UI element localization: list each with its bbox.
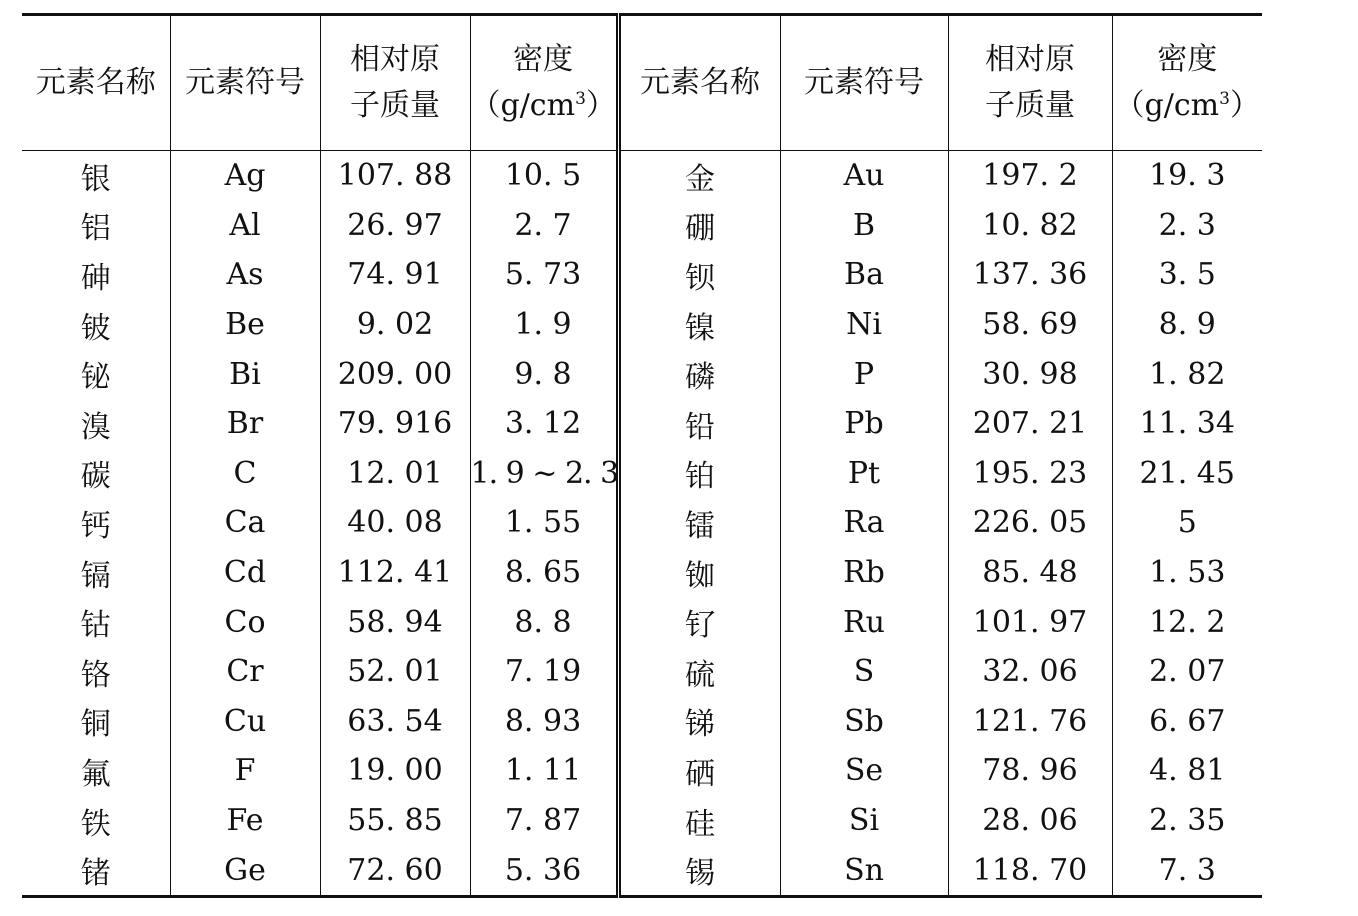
density-unit-open: （g/cm (470, 88, 576, 123)
cell-element-symbol: Bi (170, 349, 320, 399)
cell-atomic-mass-2: 58. 69 (948, 300, 1112, 350)
cell-density: 10. 5 (470, 151, 618, 201)
cell-element-symbol: Fe (170, 796, 320, 846)
table-row (22, 845, 1262, 896)
cell-element-symbol-2: Se (780, 746, 948, 796)
header-density (470, 15, 618, 151)
cell-element-symbol: Br (170, 399, 320, 449)
cell-atomic-mass-2: 195. 23 (948, 449, 1112, 499)
cell-atomic-mass: 63. 54 (320, 697, 470, 747)
cell-element-symbol: Be (170, 300, 320, 350)
cell-element-symbol-2: B (780, 201, 948, 251)
table-row (22, 647, 1262, 697)
cell-element-name-2: 硒 (618, 746, 780, 796)
header-density-2 (1112, 15, 1262, 151)
cell-atomic-mass: 74. 91 (320, 250, 470, 300)
cell-atomic-mass: 19. 00 (320, 746, 470, 796)
cell-atomic-mass: 9. 02 (320, 300, 470, 350)
cell-density-2: 2. 35 (1112, 796, 1262, 846)
cell-element-name-2: 锑 (618, 697, 780, 747)
cell-element-symbol: Ag (170, 151, 320, 201)
header-atomic-mass (320, 15, 470, 151)
table-row (22, 250, 1262, 300)
cell-element-name-2: 金 (618, 151, 780, 201)
cell-atomic-mass: 40. 08 (320, 498, 470, 548)
header-density-line1-2: 密度 (1157, 42, 1218, 77)
cell-atomic-mass: 112. 41 (320, 548, 470, 598)
cell-density: 3. 12 (470, 399, 618, 449)
table-row (22, 201, 1262, 251)
table-row (22, 597, 1262, 647)
cell-element-name: 铍 (80, 310, 111, 346)
cell-element-symbol-2: Sn (780, 845, 948, 896)
cell-atomic-mass-2: 118. 70 (948, 845, 1112, 896)
header-density-unit-2 (1113, 83, 1263, 129)
cell-atomic-mass-2: 85. 48 (948, 548, 1112, 598)
header-mass-line1-2: 相对原 (985, 42, 1075, 77)
cell-element-name-2: 铷 (618, 548, 780, 598)
cell-atomic-mass-2: 30. 98 (948, 349, 1112, 399)
cell-density-2: 19. 3 (1112, 151, 1262, 201)
cell-atomic-mass-2: 28. 06 (948, 796, 1112, 846)
cell-element-symbol: Cu (170, 697, 320, 747)
cell-element-name-2: 钌 (618, 597, 780, 647)
cell-element-symbol: As (170, 250, 320, 300)
density-unit-sup: 3 (575, 89, 586, 109)
table-row (22, 151, 1262, 201)
cell-element-name-2: 硼 (618, 201, 780, 251)
cell-density: 7. 19 (470, 647, 618, 697)
density-unit-open-2: （g/cm (1114, 88, 1220, 123)
cell-density: 1. 9 (470, 300, 618, 350)
cell-density: 5. 36 (470, 845, 618, 896)
cell-density-2: 6. 67 (1112, 697, 1262, 747)
cell-density: 1. 55 (470, 498, 618, 548)
density-unit-close-2: ） (1229, 88, 1260, 123)
cell-element-name: 砷 (80, 260, 111, 296)
cell-atomic-mass: 58. 94 (320, 597, 470, 647)
cell-element-name: 铜 (80, 707, 111, 743)
cell-element-name-2: 锡 (618, 845, 780, 896)
cell-atomic-mass: 12. 01 (320, 449, 470, 499)
cell-atomic-mass-2: 101. 97 (948, 597, 1112, 647)
cell-element-name: 溴 (80, 409, 111, 445)
cell-density: 8. 8 (470, 597, 618, 647)
cell-atomic-mass: 79. 916 (320, 399, 470, 449)
cell-density: 8. 93 (470, 697, 618, 747)
cell-element-symbol-2: P (780, 349, 948, 399)
cell-element-name: 铁 (80, 806, 111, 842)
cell-element-name-2: 铅 (618, 399, 780, 449)
cell-atomic-mass: 72. 60 (320, 845, 470, 896)
cell-element-symbol-2: Ni (780, 300, 948, 350)
header-mass-line1: 相对原 (350, 42, 440, 77)
cell-element-name: 铋 (80, 360, 111, 396)
header-density-unit (471, 83, 616, 129)
header-row (22, 15, 1262, 151)
cell-element-symbol-2: Au (780, 151, 948, 201)
cell-atomic-mass-2: 121. 76 (948, 697, 1112, 747)
header-mass-line2: 子质量 (350, 88, 440, 123)
cell-atomic-mass-2: 226. 05 (948, 498, 1112, 548)
cell-density: 1. 11 (470, 746, 618, 796)
cell-element-name-2: 铂 (618, 449, 780, 499)
cell-element-name: 氟 (80, 756, 111, 792)
cell-density: 2. 7 (470, 201, 618, 251)
cell-element-name: 碳 (80, 459, 111, 495)
cell-density: 8. 65 (470, 548, 618, 598)
density-unit-close: ） (585, 88, 616, 123)
cell-element-symbol-2: Ba (780, 250, 948, 300)
cell-density-2: 2. 07 (1112, 647, 1262, 697)
cell-element-symbol: Al (170, 201, 320, 251)
cell-element-name: 钴 (80, 608, 111, 644)
cell-element-symbol: Co (170, 597, 320, 647)
cell-atomic-mass: 26. 97 (320, 201, 470, 251)
table-row (22, 548, 1262, 598)
cell-atomic-mass: 52. 01 (320, 647, 470, 697)
cell-density-2: 4. 81 (1112, 746, 1262, 796)
cell-atomic-mass: 55. 85 (320, 796, 470, 846)
cell-atomic-mass-2: 32. 06 (948, 647, 1112, 697)
density-unit-sup-2: 3 (1219, 89, 1230, 109)
cell-element-name: 铬 (80, 657, 111, 693)
cell-element-symbol: Cr (170, 647, 320, 697)
cell-density-2: 11. 34 (1112, 399, 1262, 449)
cell-element-symbol-2: Si (780, 796, 948, 846)
element-table (22, 13, 1262, 898)
cell-element-name-2: 镭 (618, 498, 780, 548)
table-row (22, 399, 1262, 449)
cell-atomic-mass-2: 137. 36 (948, 250, 1112, 300)
header-mass-line2-2: 子质量 (985, 88, 1075, 123)
cell-element-name-2: 钡 (618, 250, 780, 300)
cell-element-symbol: Ca (170, 498, 320, 548)
table-row (22, 746, 1262, 796)
cell-atomic-mass: 107. 88 (320, 151, 470, 201)
table-body (22, 151, 1262, 897)
cell-atomic-mass-2: 197. 2 (948, 151, 1112, 201)
cell-atomic-mass-2: 207. 21 (948, 399, 1112, 449)
header-element-name: 元素名称 (22, 15, 170, 151)
cell-density: 5. 73 (470, 250, 618, 300)
header-element-symbol-2: 元素符号 (780, 15, 948, 151)
cell-density-2: 1. 82 (1112, 349, 1262, 399)
cell-element-symbol: Cd (170, 548, 320, 598)
cell-density-2: 7. 3 (1112, 845, 1262, 896)
cell-density: 1. 9 ~ 2. 3 (470, 449, 618, 499)
cell-element-symbol-2: Sb (780, 697, 948, 747)
cell-density: 9. 8 (470, 349, 618, 399)
cell-element-name: 银 (80, 161, 111, 197)
cell-element-symbol-2: Rb (780, 548, 948, 598)
header-element-name-2: 元素名称 (618, 15, 780, 151)
table-row (22, 449, 1262, 499)
header-atomic-mass-2 (948, 15, 1112, 151)
header-element-symbol: 元素符号 (170, 15, 320, 151)
cell-element-name-2: 镍 (618, 300, 780, 350)
cell-density-2: 5 (1112, 498, 1262, 548)
header-density-line1: 密度 (513, 42, 573, 77)
cell-atomic-mass: 209. 00 (320, 349, 470, 399)
cell-density-2: 21. 45 (1112, 449, 1262, 499)
cell-atomic-mass-2: 10. 82 (948, 201, 1112, 251)
cell-element-name: 锗 (22, 845, 170, 896)
cell-element-name-2: 硅 (618, 796, 780, 846)
cell-element-name: 镉 (80, 558, 111, 594)
cell-density-2: 1. 53 (1112, 548, 1262, 598)
table-row (22, 796, 1262, 846)
cell-element-name-2: 磷 (618, 349, 780, 399)
cell-density: 7. 87 (470, 796, 618, 846)
cell-element-symbol-2: Ra (780, 498, 948, 548)
cell-density-2: 2. 3 (1112, 201, 1262, 251)
cell-element-symbol-2: S (780, 647, 948, 697)
cell-element-name: 铝 (80, 211, 111, 247)
cell-element-symbol: C (170, 449, 320, 499)
table-row (22, 349, 1262, 399)
cell-element-name-2: 硫 (618, 647, 780, 697)
cell-element-symbol-2: Pb (780, 399, 948, 449)
cell-atomic-mass-2: 78. 96 (948, 746, 1112, 796)
cell-element-symbol: F (170, 746, 320, 796)
cell-density-2: 3. 5 (1112, 250, 1262, 300)
table-row (22, 498, 1262, 548)
cell-element-symbol-2: Ru (780, 597, 948, 647)
table-row (22, 697, 1262, 747)
cell-element-symbol-2: Pt (780, 449, 948, 499)
cell-density-2: 8. 9 (1112, 300, 1262, 350)
cell-element-symbol: Ge (170, 845, 320, 896)
table-row (22, 300, 1262, 350)
cell-density-2: 12. 2 (1112, 597, 1262, 647)
cell-element-name: 钙 (80, 508, 111, 544)
